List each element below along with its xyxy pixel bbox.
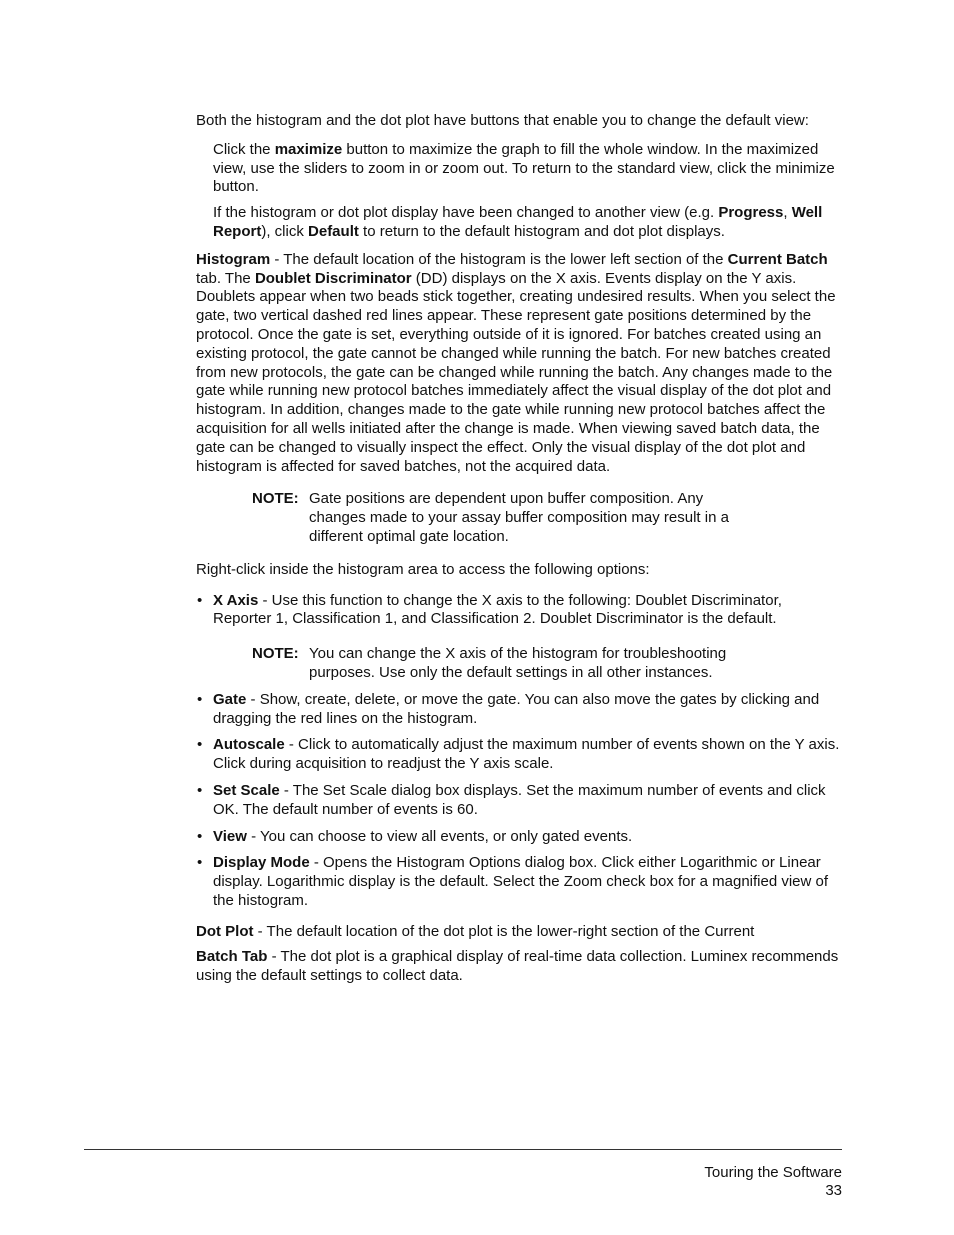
x-axis-note — [252, 645, 752, 683]
histogram-text-2: tab. The — [196, 269, 255, 287]
option-text: - Use this function to change the X axis to the following: Doublet Discriminator, Reporter 1, Classification 1, and Classification 2. Doublet Discriminator is the default. — [213, 591, 782, 628]
note-label: NOTE: — [252, 645, 299, 663]
option-term: Set Scale — [213, 781, 280, 799]
dot-plot-text: - The default location of the dot plot is the lower-right section of the Current — [253, 922, 755, 940]
page-footer — [704, 1164, 842, 1200]
batch-tab-text: - The dot plot is a graphical display of real-time data collection. Luminex recommends using the default settings to collect data. — [196, 948, 839, 985]
bullet-marker: • — [197, 827, 203, 845]
options-list-continued — [196, 691, 842, 911]
well-report-term: Well Report — [213, 204, 823, 240]
histogram-text-3: (DD) displays on the X axis. Events display on the Y axis. Doublets appear when two beads stick together, creating undesired results. When you select the gate, two vertical dashed red lines appear. These represent gate positions determined by the protocol. Once the gate is set, everything outside of it is ignored. For batches created using an existing protocol, the gate cannot be changed while running the batch. For new batches created from new protocols, the gate can be changed while running the batch. Any changes made to the gate while running new protocol batches immediately affect the visual display of the dot plot and histogram. In addition, changes made to the gate while running new protocol batches affect the acquisition for all wells initiated after the change is made. When viewing saved batch data, the gate can be changed to visually inspect the effect. Only the visual display of the dot plot and histogram is affected for saved batches, not the acquired data. — [196, 269, 836, 475]
note-text: Gate positions are dependent upon buffer composition. Any changes made to your assay buffer composition may result in a different optimal gate location. — [309, 490, 729, 545]
maximize-term: maximize — [274, 140, 343, 158]
default-mid2: ), click — [261, 222, 309, 240]
bullet-marker: • — [197, 736, 203, 754]
list-item-display-mode — [196, 854, 842, 910]
list-item-view — [196, 828, 842, 847]
page-number: 33 — [825, 1182, 842, 1199]
default-term: Default — [308, 222, 359, 240]
dot-plot-term: Dot Plot — [196, 922, 254, 940]
default-mid1: , — [783, 204, 792, 222]
default-pre: If the histogram or dot plot display have been changed to another view (e.g. — [213, 204, 719, 222]
list-item-gate — [196, 691, 842, 729]
option-term: Gate — [213, 690, 247, 708]
option-text: - Show, create, delete, or move the gate. You can also move the gates by clicking and dragging the red lines on the histogram. — [213, 690, 820, 727]
intro-paragraph: Both the histogram and the dot plot have buttons that enable you to change the default view: — [196, 112, 809, 129]
bullet-marker: • — [197, 591, 203, 609]
options-list — [196, 592, 842, 630]
maximize-post: button to maximize the graph to fill the whole window. In the maximized view, use the sliders to zoom in or zoom out. To return to the standard view, click the minimize button. — [213, 140, 835, 196]
option-term: Autoscale — [213, 736, 285, 754]
note-text: You can change the X axis of the histogram for troubleshooting purposes. Use only the default settings in all other instances. — [309, 645, 727, 681]
default-post: to return to the default histogram and dot plot displays. — [358, 222, 725, 240]
batch-tab-paragraph — [196, 948, 842, 986]
histogram-term: Histogram — [196, 250, 271, 268]
bullet-marker: • — [197, 781, 203, 799]
current-batch-term: Current Batch — [727, 250, 828, 268]
bullet-marker: • — [197, 690, 203, 708]
bullet-marker: • — [197, 854, 203, 872]
list-item-autoscale — [196, 736, 842, 774]
option-term: View — [213, 827, 247, 845]
option-text: - The Set Scale dialog box displays. Set the maximum number of events and click OK. The default number of events is 60. — [213, 781, 826, 818]
dot-plot-paragraph — [196, 923, 842, 942]
gate-note — [252, 490, 752, 546]
maximize-paragraph — [213, 141, 842, 197]
note-label: NOTE: — [252, 490, 299, 508]
histogram-text-1: - The default location of the histogram is the lower left section of the — [270, 250, 728, 268]
right-click-paragraph: Right-click inside the histogram area to access the following options: — [196, 560, 650, 578]
page-content — [196, 112, 842, 986]
progress-term: Progress — [718, 204, 784, 222]
histogram-paragraph — [196, 251, 842, 477]
option-text: - You can choose to view all events, or only gated events. — [246, 827, 633, 845]
option-text: - Opens the Histogram Options dialog box. Click either Logarithmic or Linear display. Logarithmic display is the default. Select the Zoom check box for a magnified view of the histogram. — [213, 854, 829, 909]
option-term: X Axis — [213, 591, 259, 609]
footer-divider — [84, 1149, 842, 1150]
doublet-discriminator-term: Doublet Discriminator — [254, 269, 412, 287]
list-item-x-axis — [196, 592, 842, 630]
list-item-set-scale — [196, 782, 842, 820]
default-paragraph — [213, 204, 842, 242]
maximize-pre: Click the — [213, 140, 275, 158]
option-text: - Click to automatically adjust the maximum number of events shown on the Y axis. Click during acquisition to readjust the Y axis scale. — [213, 736, 840, 773]
footer-section-title: Touring the Software — [704, 1164, 842, 1181]
option-term: Display Mode — [213, 854, 310, 872]
batch-tab-term: Batch Tab — [196, 948, 268, 966]
